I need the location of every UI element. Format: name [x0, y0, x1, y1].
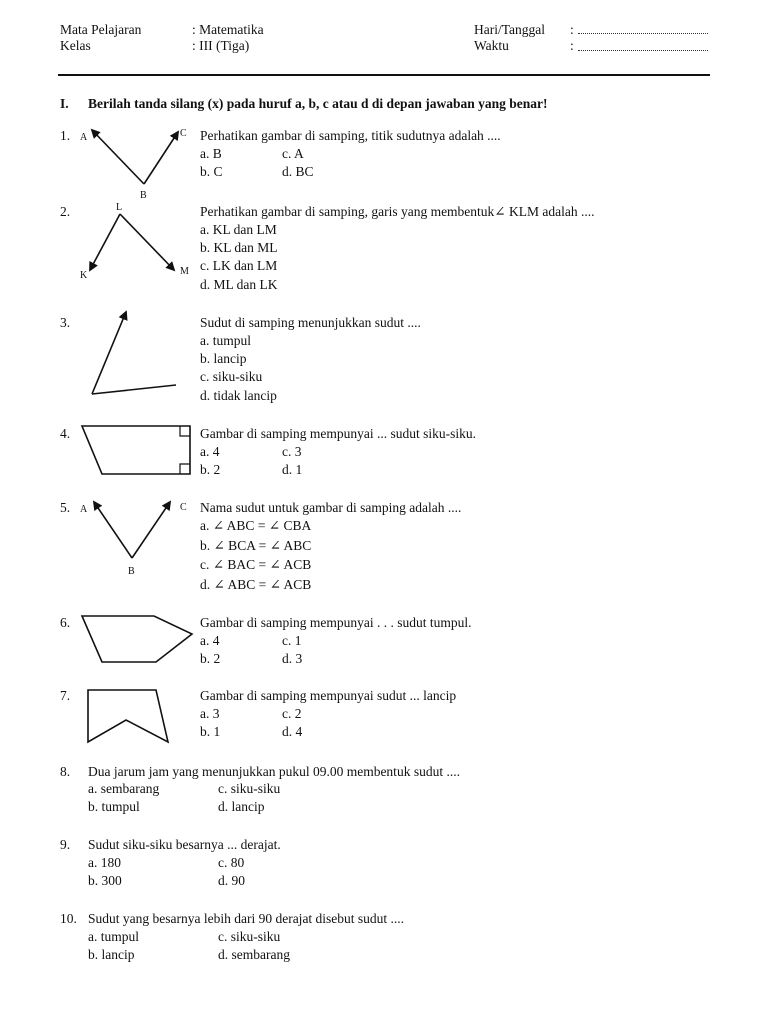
q7-text: Gambar di samping mempunyai sudut ... lancip [200, 688, 457, 703]
q1-option-c[interactable]: c. A [282, 146, 304, 161]
q2-option-a[interactable]: a. KL dan LM [200, 222, 277, 237]
q3-option-d[interactable]: d. tidak lancip [200, 388, 277, 403]
q4-option-b[interactable]: b. 2 [200, 462, 221, 477]
q10-option-a[interactable]: a. tumpul [88, 929, 139, 944]
q3-option-b[interactable]: b. lancip [200, 351, 247, 366]
q1-label-a: A [80, 132, 88, 143]
subject-label: Mata Pelajaran [60, 22, 142, 37]
q5-option-b[interactable]: b. ∠ BCA = ∠ ABC [200, 538, 312, 553]
q8-option-b[interactable]: b. tumpul [88, 799, 140, 814]
q2-label-k: K [80, 270, 88, 281]
q3-text: Sudut di samping menunjukkan sudut .... [200, 315, 421, 330]
q6-option-d[interactable]: d. 3 [282, 651, 303, 666]
q6-number: 6. [60, 615, 71, 630]
q6-option-c[interactable]: c. 1 [282, 633, 302, 648]
q4-option-c[interactable]: c. 3 [282, 444, 302, 459]
q5-angle-figure [76, 496, 186, 576]
q9-option-c[interactable]: c. 80 [218, 855, 245, 870]
q5-text: Nama sudut untuk gambar di samping adalah .... [200, 500, 462, 515]
q4-option-a[interactable]: a. 4 [200, 444, 220, 459]
time-label: Waktu [474, 38, 509, 53]
q2-option-d[interactable]: d. ML dan LK [200, 277, 278, 292]
q6-option-b[interactable]: b. 2 [200, 651, 221, 666]
time-blank-line[interactable] [578, 50, 708, 51]
q2-angle-figure [76, 200, 196, 284]
q2-label-m: M [180, 266, 189, 277]
q4-option-d[interactable]: d. 1 [282, 462, 303, 477]
class-label: Kelas [60, 38, 91, 53]
q8-option-c[interactable]: c. siku-siku [218, 781, 281, 796]
q2-text: Perhatikan gambar di samping, garis yang membentuk∠ KLM adalah .... [200, 204, 595, 219]
q1-option-a[interactable]: a. B [200, 146, 222, 161]
q1-option-d[interactable]: d. BC [282, 164, 314, 179]
day-value: : [570, 22, 574, 37]
q9-option-b[interactable]: b. 300 [88, 873, 122, 888]
q5-option-a[interactable]: a. ∠ ABC = ∠ CBA [200, 518, 312, 533]
q10-option-b[interactable]: b. lancip [88, 947, 135, 962]
q3-option-a[interactable]: a. tumpul [200, 333, 251, 348]
header-divider [58, 74, 710, 76]
q5-option-c[interactable]: c. ∠ BAC = ∠ ACB [200, 557, 312, 572]
section-number: I. [60, 96, 69, 111]
q10-option-c[interactable]: c. siku-siku [218, 929, 281, 944]
q10-option-d[interactable]: d. sembarang [218, 947, 290, 962]
q7-option-a[interactable]: a. 3 [200, 706, 220, 721]
q7-option-c[interactable]: c. 2 [282, 706, 302, 721]
day-blank-line[interactable] [578, 33, 708, 34]
q1-number: 1. [60, 128, 71, 143]
q7-polygon-figure [84, 686, 174, 746]
q7-option-d[interactable]: d. 4 [282, 724, 303, 739]
subject-value: : Matematika [192, 22, 264, 37]
time-value: : [570, 38, 574, 53]
q5-label-a: A [80, 504, 88, 515]
q4-trapezoid-figure [80, 422, 194, 478]
q5-option-d[interactable]: d. ∠ ABC = ∠ ACB [200, 577, 312, 592]
q4-number: 4. [60, 426, 71, 441]
q2-option-b[interactable]: b. KL dan ML [200, 240, 278, 255]
q3-number: 3. [60, 315, 71, 330]
q9-option-d[interactable]: d. 90 [218, 873, 245, 888]
q7-number: 7. [60, 688, 71, 703]
q5-label-b: B [128, 566, 135, 577]
q10-text: Sudut yang besarnya lebih dari 90 derajat disebut sudut .... [88, 911, 405, 926]
q1-text: Perhatikan gambar di samping, titik sudutnya adalah .... [200, 128, 501, 143]
day-label: Hari/Tanggal [474, 22, 546, 37]
q2-label-l: L [116, 202, 123, 213]
class-value: : III (Tiga) [192, 38, 250, 53]
section-instruction: Berilah tanda silang (x) pada huruf a, b, c atau d di depan jawaban yang benar! [88, 96, 548, 111]
q3-angle-figure [84, 306, 194, 402]
q3-option-c[interactable]: c. siku-siku [200, 369, 263, 384]
q9-number: 9. [60, 837, 71, 852]
q6-option-a[interactable]: a. 4 [200, 633, 220, 648]
q1-label-c: C [180, 128, 187, 139]
q2-number: 2. [60, 204, 71, 219]
q4-text: Gambar di samping mempunyai ... sudut siku-siku. [200, 426, 476, 441]
q6-text: Gambar di samping mempunyai . . . sudut tumpul. [200, 615, 472, 630]
q7-option-b[interactable]: b. 1 [200, 724, 221, 739]
q8-option-d[interactable]: d. lancip [218, 799, 265, 814]
q9-text: Sudut siku-siku besarnya ... derajat. [88, 837, 281, 852]
q1-label-b: B [140, 190, 147, 201]
q8-number: 8. [60, 764, 71, 779]
q8-text: Dua jarum jam yang menunjukkan pukul 09.00 membentuk sudut .... [88, 764, 460, 779]
q8-option-a[interactable]: a. sembarang [88, 781, 160, 796]
q9-option-a[interactable]: a. 180 [88, 855, 121, 870]
q5-number: 5. [60, 500, 71, 515]
q10-number: 10. [60, 911, 77, 926]
q5-label-c: C [180, 502, 187, 513]
q1-angle-figure [76, 124, 186, 202]
q1-option-b[interactable]: b. C [200, 164, 223, 179]
q2-option-c[interactable]: c. LK dan LM [200, 258, 278, 273]
q6-pentagon-figure [80, 612, 196, 666]
